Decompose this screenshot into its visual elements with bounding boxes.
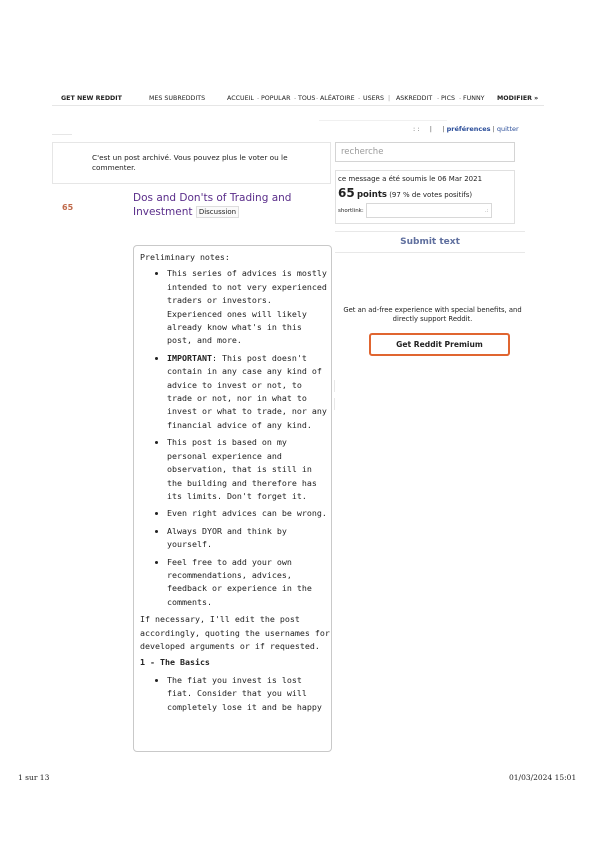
list-item: • Always DYOR and think by yourself. [167,525,330,552]
nav-link-aleatoire[interactable]: ALÉATOIRE [320,95,355,102]
post-body [140,251,330,718]
upvote-ratio: (97 % de votes positifs) [389,191,473,199]
nav-link-pics[interactable]: PICS [441,95,456,102]
header-divider [52,134,72,135]
points-label: points [356,190,387,200]
get-new-reddit-link[interactable]: GET NEW REDDIT [61,95,122,102]
premium-promo-text: Get an ad-free experience with special benefits, and directly support Reddit. [343,306,522,323]
user-preferences-bar [413,125,519,133]
nav-link-tous[interactable]: TOUS [298,95,316,102]
page-number: 1 sur 13 [18,773,50,782]
divider [334,380,335,392]
list-item: • The fiat you invest is lost fiat. Consider that you will completely lose it and be happy [167,674,330,714]
divider [334,398,335,410]
list-item: • IMPORTANT: This post doesn't contain in any case any kind of advice to invest or not, to trade or not, nor in what to invest or what to trade, nor any financial advice of any kind. [167,352,330,432]
nav-separator: - [358,95,361,102]
shortlink-label: shortlink: [338,208,364,214]
post-title-link[interactable]: Dos and Don'ts of Trading and Investment [133,192,292,218]
preliminary-notes-heading: Preliminary notes: [140,252,230,262]
preferences-link[interactable]: préférences [446,125,491,133]
nav-separator: - [257,95,260,102]
user-bar-pipe: | [429,125,432,133]
post-score: 65 [62,203,74,212]
logout-link[interactable]: quitter [496,125,519,133]
post-title-block [133,191,323,219]
basics-list [140,674,330,714]
user-bar-pipe: | [442,125,445,133]
nav-separator: - [294,95,297,102]
print-datetime: 01/03/2024 15:01 [509,773,577,782]
nav-link-users[interactable]: USERS [363,95,384,102]
nav-separator: - [316,95,319,102]
nav-separator: - [459,95,462,102]
nav-separator: - [437,95,440,102]
preliminary-notes-list [140,267,330,609]
nav-link-accueil[interactable]: ACCUEIL [227,95,254,102]
points-number: 65 [338,186,355,200]
get-premium-button[interactable]: Get Reddit Premium [369,333,510,356]
my-subreddits-menu[interactable]: MES SUBREDDITS [149,95,206,102]
top-nav-bar [52,93,544,106]
nav-link-askreddit[interactable]: ASKREDDIT [396,95,433,102]
list-item: • This series of advices is mostly intended to not very experienced traders or investors. Experienced ones will likely already know what's in this post, and more. [167,267,330,347]
nav-separator: | [388,95,391,102]
search-input[interactable] [335,142,515,162]
shortlink-resize-handle: .: [485,208,489,214]
nav-link-funny[interactable]: FUNNY [463,95,485,102]
edit-note-paragraph: If necessary, I'll edit the post accordingly, quoting the usernames for developed arguments or if requested. [140,614,330,651]
list-item: • This post is based on my personal experience and observation, that is still in the building and therefore has its limits. Don't forget it. [167,436,330,503]
section-heading-basics: 1 - The Basics [140,657,210,668]
shortlink-field[interactable] [366,203,492,218]
modify-subreddits-link[interactable]: MODIFIER » [497,95,539,102]
list-item: • Feel free to add your own recommendations, advices, feedback or experience in the comments. [167,556,330,610]
archived-notice-text: C'est un post archivé. Vous pouvez plus le voter ou le commenter. [92,153,288,172]
search-placeholder: recherche [341,147,384,157]
list-item: • Even right advices can be wrong. [167,507,330,520]
submit-text-button[interactable]: Submit text [335,231,525,253]
submitted-date: ce message a été soumis le 06 Mar 2021 [338,175,483,183]
points-summary [338,186,472,200]
user-bar-pipe: | [492,125,495,133]
post-flair-badge[interactable]: Discussion [196,206,239,218]
nav-link-popular[interactable]: POPULAR [261,95,291,102]
user-bar-dots: : : [413,125,420,133]
